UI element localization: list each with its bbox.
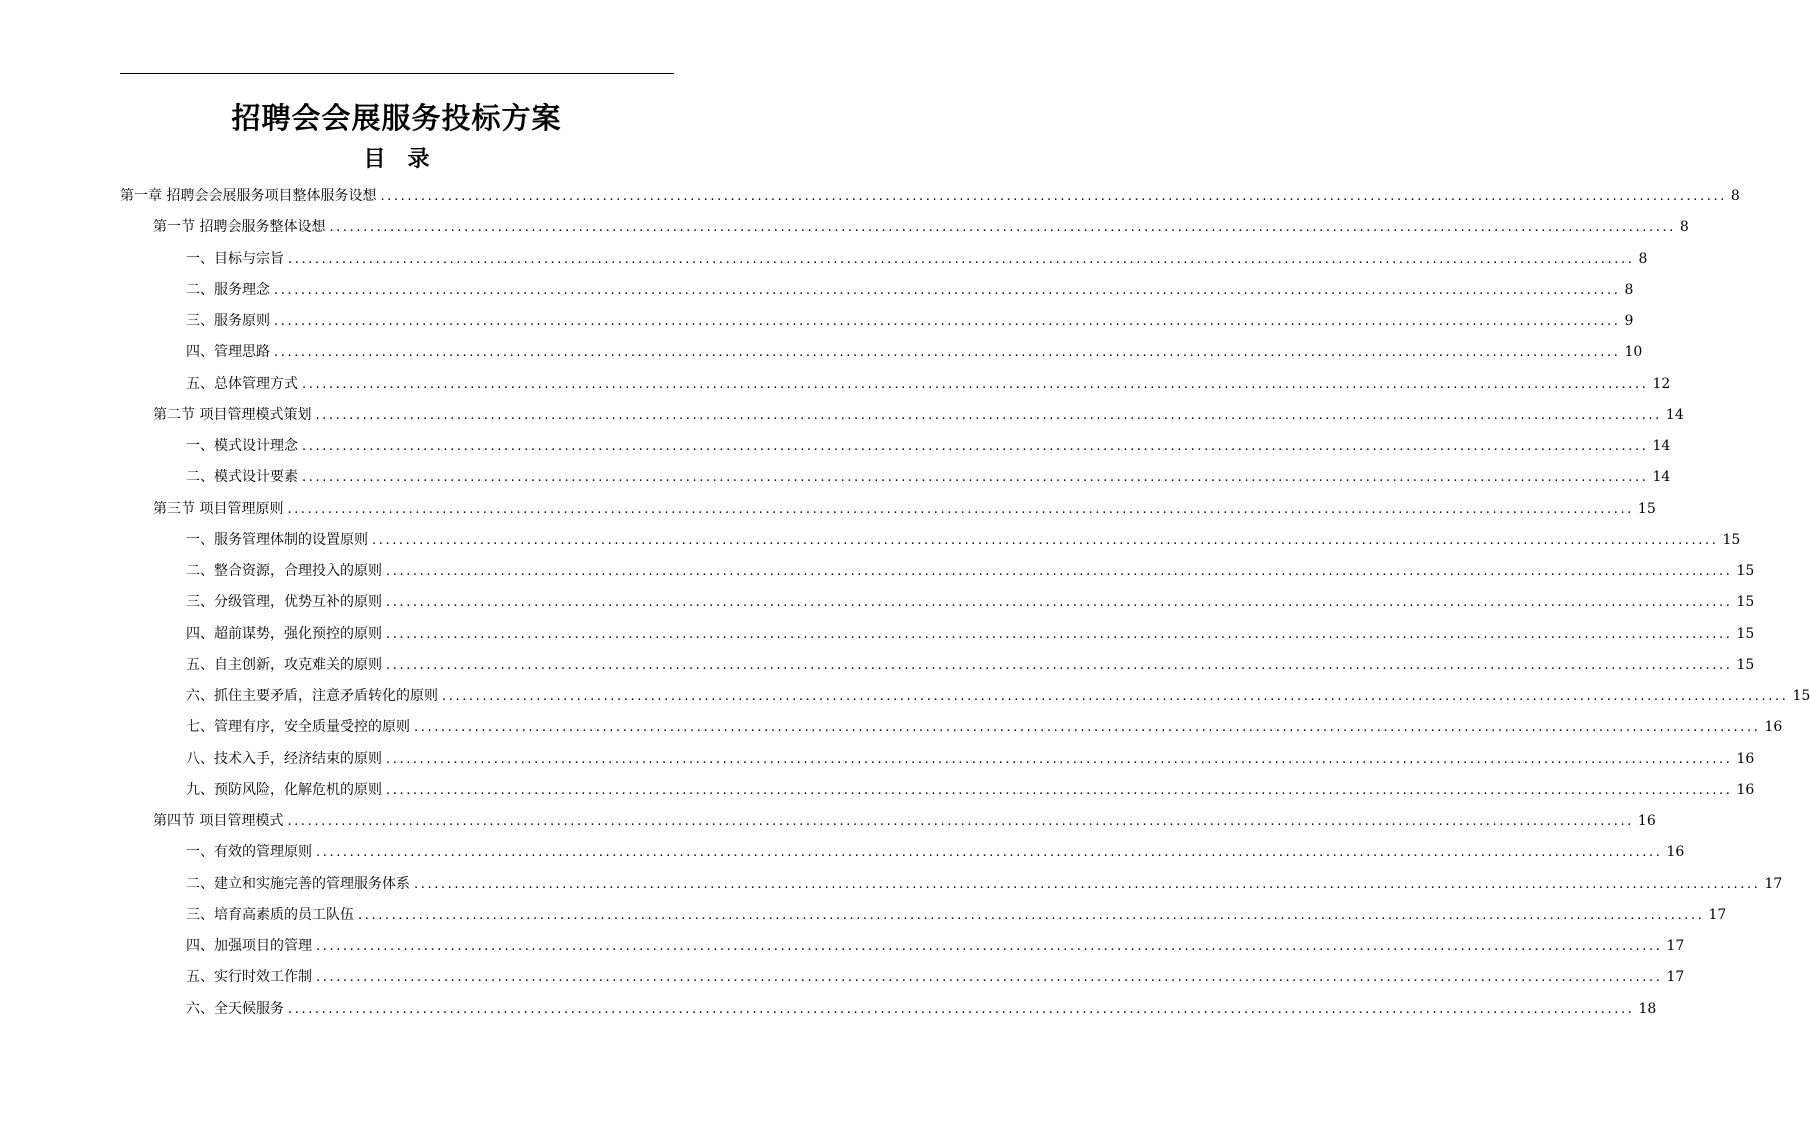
toc-entry-label: 五、总体管理方式 <box>186 375 298 392</box>
toc-entry-page-number: 8 <box>1679 219 1689 236</box>
toc-entry-label: 三、培育高素质的员工队伍 <box>186 906 354 923</box>
toc-heading-text: 目录 <box>363 146 452 172</box>
toc-entry-page-number: 16 <box>1736 781 1755 798</box>
toc-heading <box>0 142 793 176</box>
toc-entry-label: 六、全天候服务 <box>186 1000 284 1017</box>
toc-dot-leader: ........................................................................................................................................................................................................ <box>274 345 1621 361</box>
header-rule <box>120 73 674 74</box>
toc-dot-leader: ........................................................................................................................................................................................................ <box>302 439 1649 454</box>
toc-entry[interactable] <box>186 900 1727 931</box>
toc-entry[interactable] <box>186 962 1685 993</box>
toc-entry[interactable] <box>186 837 1685 868</box>
toc-entry[interactable] <box>186 775 1755 806</box>
toc-entry[interactable] <box>186 369 1671 400</box>
toc-entry-page-number: 15 <box>1736 563 1755 579</box>
toc-entry-label: 一、模式设计理念 <box>186 438 298 454</box>
toc-dot-leader: ........................................................................................................................................................................................................ <box>302 376 1649 392</box>
toc-dot-leader: ........................................................................................................................................................................................................ <box>386 751 1733 767</box>
toc-entry[interactable] <box>186 619 1755 650</box>
toc-entry[interactable] <box>186 712 1783 743</box>
toc-entry-label: 一、服务管理体制的设置原则 <box>186 531 368 548</box>
toc-entry-page-number: 8 <box>1624 281 1634 298</box>
toc-entry[interactable] <box>186 337 1643 368</box>
toc-entry-label: 三、服务原则 <box>186 313 270 329</box>
toc-entry[interactable] <box>153 806 1656 837</box>
toc-entry-label: 一、目标与宗旨 <box>186 250 284 267</box>
toc-entry[interactable] <box>186 869 1783 900</box>
toc-entry[interactable] <box>153 400 1684 431</box>
toc-entry[interactable] <box>186 931 1685 962</box>
toc-entry-label: 第二节 项目管理模式策划 <box>153 406 312 423</box>
toc-dot-leader: ........................................................................................................................................................................................................ <box>302 470 1649 486</box>
document-title: 招聘会会展服务投标方案 <box>231 101 562 135</box>
toc-entry-label: 三、分级管理，优势互补的原则 <box>186 594 382 611</box>
toc-entry-page-number: 17 <box>1708 906 1727 923</box>
toc-entry-label: 五、自主创新，攻克难关的原则 <box>186 656 382 673</box>
toc-dot-leader: ........................................................................................................................................................................................................ <box>274 282 1621 298</box>
toc-dot-leader: ........................................................................................................................................................................................................ <box>386 595 1733 611</box>
toc-entry[interactable] <box>186 994 1657 1025</box>
toc-entry-page-number: 15 <box>1736 625 1755 642</box>
toc-dot-leader: ........................................................................................................................................................................................................ <box>442 689 1789 704</box>
toc-entry-page-number: 17 <box>1666 969 1685 986</box>
toc-dot-leader: ........................................................................................................................................................................................................ <box>358 907 1705 923</box>
toc-entry-label: 四、管理思路 <box>186 344 270 361</box>
toc-entry-label: 第三节 项目管理原则 <box>153 500 284 517</box>
toc-entry-label: 第一章 招聘会会展服务项目整体服务设想 <box>120 188 377 204</box>
toc-entry[interactable] <box>186 587 1755 618</box>
toc-entry-page-number: 15 <box>1637 500 1656 517</box>
toc-entry-page-number: 16 <box>1637 813 1656 829</box>
toc-entry-label: 二、模式设计要素 <box>186 469 298 486</box>
toc-entry[interactable] <box>186 681 1810 712</box>
toc-entry-page-number: 15 <box>1736 656 1755 673</box>
toc-entry[interactable] <box>186 556 1755 587</box>
toc-entry[interactable] <box>186 306 1634 337</box>
toc-dot-leader: ........................................................................................................................................................................................................ <box>386 626 1733 642</box>
toc-dot-leader: ........................................................................................................................................................................................................ <box>386 782 1733 798</box>
toc-entry-page-number: 9 <box>1624 313 1634 329</box>
toc-dot-leader: ........................................................................................................................................................................................................ <box>386 564 1733 579</box>
toc-entry-label: 九、预防风险，化解危机的原则 <box>186 781 382 798</box>
toc-entry[interactable] <box>186 431 1671 462</box>
toc-entry[interactable] <box>120 181 1740 212</box>
toc-dot-leader: ........................................................................................................................................................................................................ <box>329 220 1676 236</box>
toc-entry[interactable] <box>186 744 1755 775</box>
toc-entry[interactable] <box>186 650 1755 681</box>
toc-dot-leader: ........................................................................................................................................................................................................ <box>414 720 1761 736</box>
toc-entry-page-number: 14 <box>1652 438 1671 454</box>
toc-entry-page-number: 16 <box>1736 750 1755 767</box>
toc-dot-leader: ........................................................................................................................................................................................................ <box>372 532 1719 548</box>
toc-entry-label: 四、加强项目的管理 <box>186 938 312 954</box>
toc-dot-leader: ........................................................................................................................................................................................................ <box>380 189 1727 204</box>
toc-entry[interactable] <box>186 275 1634 306</box>
toc-dot-leader: ........................................................................................................................................................................................................ <box>274 314 1621 329</box>
toc-entry-label: 二、服务理念 <box>186 281 270 298</box>
toc-dot-leader: ........................................................................................................................................................................................................ <box>414 876 1761 892</box>
toc-entry-label: 七、管理有序，安全质量受控的原则 <box>186 719 410 736</box>
toc-entry-label: 一、有效的管理原则 <box>186 844 312 861</box>
toc-entry-page-number: 14 <box>1652 469 1671 486</box>
toc-entry-page-number: 16 <box>1666 844 1685 861</box>
toc-entry[interactable] <box>186 525 1741 556</box>
toc-dot-leader: ........................................................................................................................................................................................................ <box>316 845 1663 861</box>
toc-entry-page-number: 8 <box>1638 250 1648 267</box>
toc-entry-label: 二、建立和实施完善的管理服务体系 <box>186 875 410 892</box>
toc-dot-leader: ........................................................................................................................................................................................................ <box>287 814 1634 829</box>
toc-entry-page-number: 17 <box>1764 875 1783 892</box>
toc-entry-page-number: 17 <box>1666 938 1685 954</box>
toc-entry-page-number: 15 <box>1792 688 1810 704</box>
toc-entry-label: 四、超前谋势，强化预控的原则 <box>186 625 382 642</box>
toc-entry-page-number: 16 <box>1764 719 1783 736</box>
toc-entry-page-number: 14 <box>1665 406 1684 423</box>
toc-entry[interactable] <box>153 494 1656 525</box>
toc-dot-leader: ........................................................................................................................................................................................................ <box>288 251 1635 267</box>
toc-entry-label: 第一节 招聘会服务整体设想 <box>153 219 326 236</box>
toc-dot-leader: ........................................................................................................................................................................................................ <box>386 657 1733 673</box>
toc-dot-leader: ........................................................................................................................................................................................................ <box>288 1001 1635 1017</box>
toc-entry-label: 二、整合资源，合理投入的原则 <box>186 563 382 579</box>
toc-dot-leader: ........................................................................................................................................................................................................ <box>316 970 1663 986</box>
toc-dot-leader: ........................................................................................................................................................................................................ <box>316 939 1663 954</box>
toc-entry-page-number: 15 <box>1722 531 1741 548</box>
toc-dot-leader: ........................................................................................................................................................................................................ <box>287 501 1634 517</box>
toc-entry-page-number: 15 <box>1736 594 1755 611</box>
toc-entry-label: 五、实行时效工作制 <box>186 969 312 986</box>
toc-entry-page-number: 10 <box>1624 344 1643 361</box>
toc-entry[interactable] <box>186 462 1671 493</box>
toc-dot-leader: ........................................................................................................................................................................................................ <box>315 407 1662 423</box>
toc-entry-page-number: 8 <box>1730 188 1740 204</box>
toc-entry-page-number: 18 <box>1638 1000 1657 1017</box>
toc-entry-label: 第四节 项目管理模式 <box>153 813 284 829</box>
toc-entry-page-number: 12 <box>1652 375 1671 392</box>
toc-entry[interactable] <box>153 212 1689 243</box>
toc-entry[interactable] <box>186 244 1648 275</box>
toc-entry-label: 六、抓住主要矛盾，注意矛盾转化的原则 <box>186 688 438 704</box>
toc-entry-label: 八、技术入手，经济结束的原则 <box>186 750 382 767</box>
